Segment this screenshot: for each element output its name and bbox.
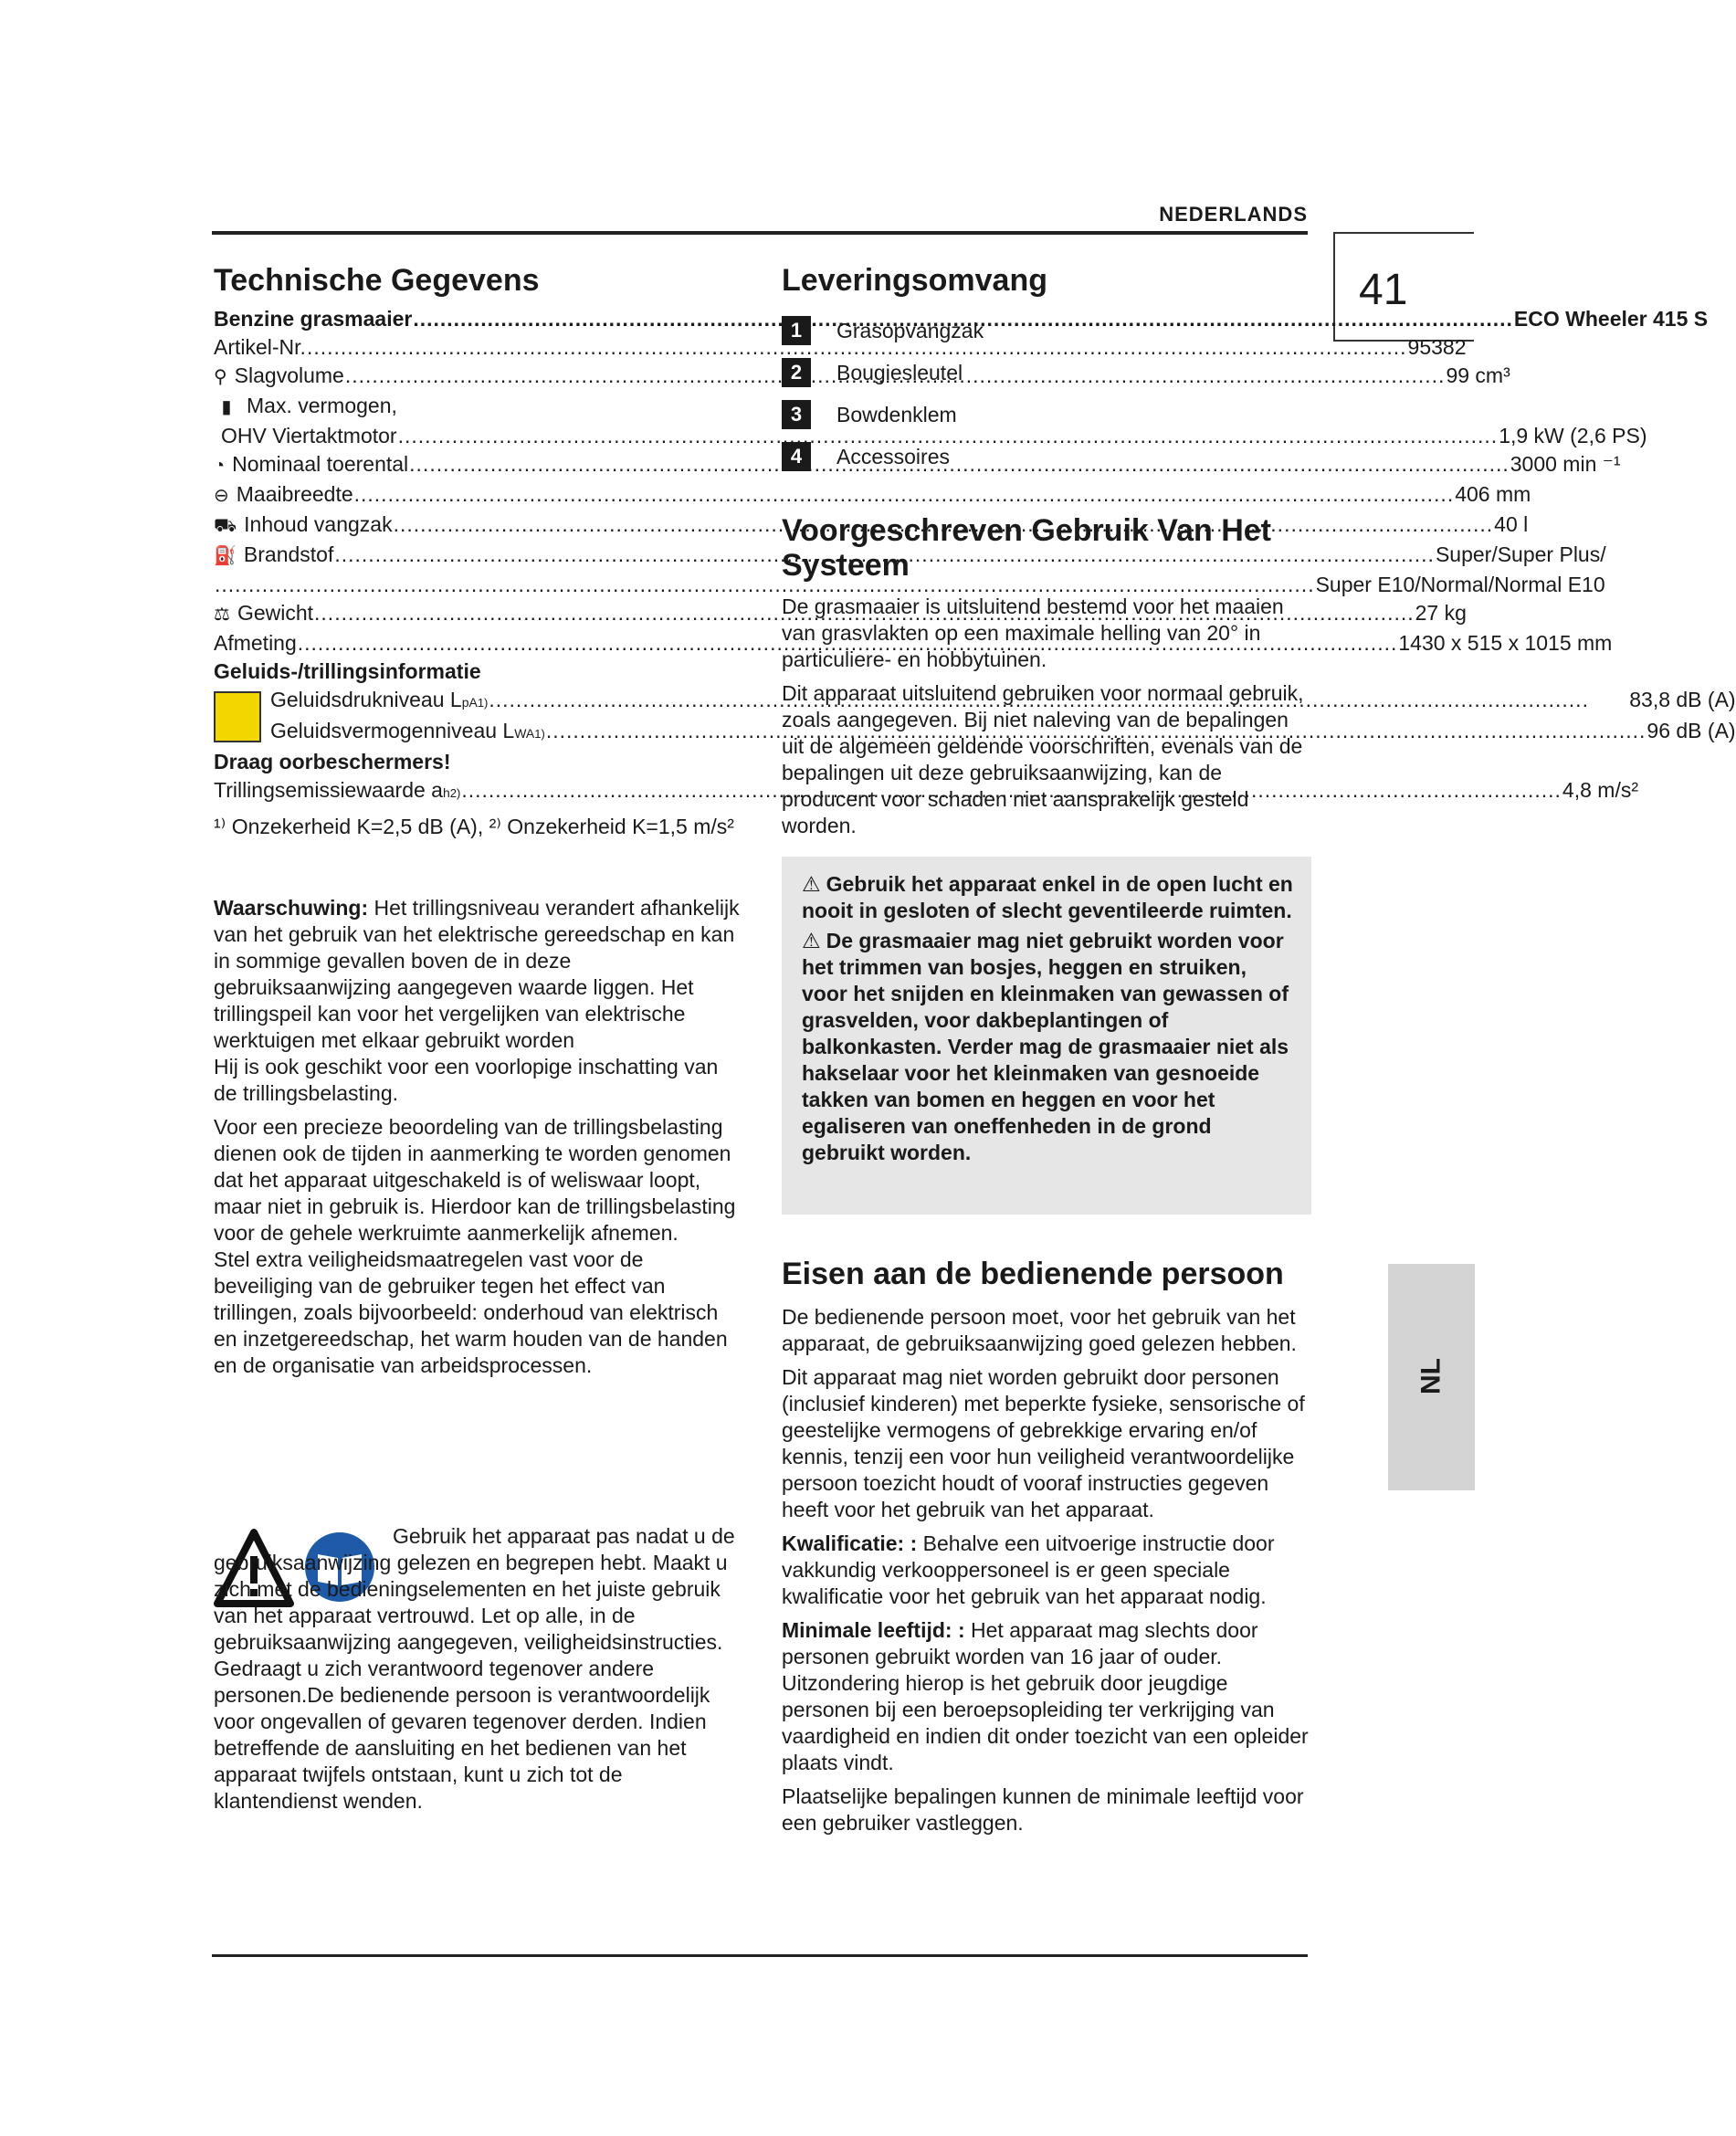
spec-speed: ◔ Nominaal toerental ..... 3000 min ⁻¹ — [214, 450, 743, 480]
intended-use-title: Voorgeschreven Gebruik Van Het Systeem — [782, 513, 1271, 584]
warning-p2: Hij is ook geschikt voor een voorlopige inschatting van de trillingsbelasting. — [214, 1055, 719, 1105]
warning-label: Waarschuwing: — [214, 896, 369, 920]
spec-lwa: Geluidsvermogenniveau L WA 1) ..... 96 dB (A) — [270, 717, 1736, 748]
list-item: 2 Bougiesleutel — [782, 358, 1311, 387]
delivery-list — [782, 316, 1311, 471]
spec-dimensions: Afmeting ..... 1430 x 515 x 1015 mm — [214, 629, 743, 658]
operator-p3: Plaatselijke bepalingen kunnen de minimale leeftijd voor een gebruiker vastleggen. — [782, 1784, 1304, 1836]
fuel-pump-icon: ⛽ — [214, 546, 237, 567]
grass-bag-icon: ⛟ — [214, 516, 237, 537]
operator-p2: Dit apparaat mag niet worden gebruikt door personen (inclusief kinderen) met beperkte fysieke, sensorische of geestelijke vermogens of gebrekkige ervaring en/of kennis, tenzij een voor hun veiligheid verantwoordelijke persoon toezicht houdt of vooraf instructies gegeven heeft voor het gebruik van het apparaat. — [782, 1365, 1305, 1522]
list-item: 4 Accessoires — [782, 442, 1311, 471]
weight-icon: ⚖ — [214, 605, 230, 626]
cutting-width-icon: ⊖ — [214, 486, 229, 507]
warning-p3: Voor een precieze beoordeling van de trillingsbelasting dienen ook de tijden in aanmerking te worden genomen dat het apparaat uitgeschakeld is of weliswaar loopt, maar niet in gebruik is. Hierdoor kan de trillingsbelasting voor de gehele werkruimte aanmerkelijk afnemen. — [214, 1115, 736, 1245]
piston-icon: ⚲ — [214, 367, 227, 388]
delivery-title: Leveringsomvang — [782, 263, 1047, 298]
operator-p1: De bedienende persoon moet, voor het gebruik van het apparaat, de gebruiksaanwijzing goed gelezen hebben. — [782, 1305, 1297, 1356]
tech-title: Technische Gegevens — [214, 263, 540, 298]
spec-power-1: ▮ Max. vermogen, — [214, 392, 743, 422]
spec-fuel-1: ⛽ Brandstof ..... Super/Super Plus/ — [214, 541, 743, 571]
spec-article: Artikel-Nr. ..... 95382 — [214, 333, 743, 362]
uncertainty-note: ¹⁾ Onzekerheid K=2,5 dB (A), ²⁾ Onzekerheid K=1,5 m/s² — [214, 815, 734, 839]
spec-power-2: OHV Viertaktmotor ..... 1,9 kW (2,6 PS) — [214, 422, 743, 450]
spec-weight: ⚖ Gewicht ..... 27 kg — [214, 599, 743, 629]
spec-lpa: Geluidsdrukniveau L pA 1) ..... 83,8 dB (A) — [270, 686, 1736, 717]
noise-label-icon — [214, 691, 261, 742]
operator-section — [782, 1257, 1311, 1844]
noise-title: Geluids-/trillingsinformatie — [214, 659, 481, 684]
warning-triangle-icon: ⚠ — [802, 872, 821, 896]
read-manual-text: Gebruik het apparaat pas nadat u de gebruiksaanwijzing gelezen en begrepen hebt. Maakt u zich met de bedieningselementen en het juiste gebruik van het apparaat vertrouwd. Let op alle, in de gebruiksaanwijzing aangegeven, veiligheidsinstructies. Gedraagt u zich verantwoord tegenover andere personen.De bedienende persoon is verantwoordelijk voor ongevallen of gevaren tegenover derden. Indien betreffende de aansluiting en het bedienen van het apparaat twijfels ontstaan, kunt u zich tot de klantendienst wenden. — [214, 1524, 735, 1813]
spec-vibration: Trillingsemissiewaarde a h 2) ..... 4,8 m/s² — [214, 776, 743, 807]
qualification: Kwalificatie: : Behalve een uitvoerige instructie door vakkundig verkooppersoneel is er geen speciale kwalificatie voor het gebruik van het apparaat nodig. — [782, 1531, 1275, 1609]
minimum-age: Minimale leeftijd: : Het apparaat mag slechts door personen gebruikt worden van 16 jaar of ouder. Uitzondering hierop is het gebruik door jeugdige personen bij een beroepsopleiding ter verkrijging van vaardigheid en indien dit onder toezicht van een opleider plaats vindt. — [782, 1618, 1309, 1775]
list-item: 3 Bowdenklem — [782, 400, 1311, 429]
vibration-warning — [214, 895, 743, 1386]
intended-use-section — [782, 513, 1311, 847]
spec-fuel-2: ..... Super E10/Normal/Normal E10 — [214, 571, 743, 599]
intended-use-p2: Dit apparaat uitsluitend gebruiken voor normaal gebruik, zoals aangegeven. Bij niet naleving van de bepalingen uit de algemeen geldende voorschriften, evenals van de bepalingen uit deze gebruiksaanwijzing, kan de producent voor schaden niet aansprakelijk gesteld worden. — [782, 681, 1304, 838]
spec-displacement: ⚲ Slagvolume ..... 99 cm³ — [214, 362, 743, 392]
ear-protection-note: Draag oorbeschermers! — [214, 750, 451, 774]
rpm-icon: ◔ — [214, 456, 226, 477]
operator-title: Eisen aan de bedienende persoon — [782, 1257, 1284, 1291]
spec-width: ⊖ Maaibreedte ..... 406 mm — [214, 480, 743, 510]
list-item: 1 Grasopvangzak — [782, 316, 1311, 345]
usage-warning-box: ⚠ Gebruik het apparaat enkel in de open lucht en nooit in gesloten of slecht geventileerde ruimten. ⚠ De grasmaaier mag niet gebruikt worden voor het trimmen van bosjes, heggen en struiken, voor het snijden en kleinmaken van gewassen of grasvelden, voor dakbeplantingen of balkonkasten. Verder mag de grasmaaier niet als hakselaar voor het kleinmaken van gesnoeide takken van bomen en heggen en voor het egaliseren van oneffenheden in de grond gebruikt worden. — [782, 857, 1311, 1215]
warning-p4: Stel extra veiligheidsmaatregelen vast voor de beveiliging van de gebruiker tegen het effect van trillingen, zoals bijvoorbeeld: onderhoud van elektrisch en inzetgereedschap, het warm houden van de handen en de organisatie van arbeidsprocessen. — [214, 1247, 728, 1377]
page-number: 41 — [1359, 266, 1408, 314]
intended-use-p1: De grasmaaier is uitsluitend bestemd voor het maaien van grasvlakten op een maximale helling van 20° in particuliere- en hobbytuinen. — [782, 595, 1284, 672]
engine-icon: ▮ — [221, 397, 232, 418]
language-header: NEDERLANDS — [1159, 203, 1308, 226]
spec-bag: ⛟ Inhoud vangzak ..... 40 l — [214, 510, 743, 541]
spec-product: Benzine grasmaaier ..... ECO Wheeler 415 S — [214, 305, 743, 333]
top-rule — [212, 231, 1308, 235]
delivery-section — [782, 263, 1311, 484]
language-side-tab-label: NL — [1415, 1358, 1447, 1394]
warning-triangle-icon: ⚠ — [802, 929, 821, 952]
warning-p1: Het trillingsniveau verandert afhankelijk van het gebruik van het elektrische gereedschap en kan in sommige gevallen boven de in deze gebruiksaanwijzing aangegeven waarde liggen. Het trillingspeil kan voor het vergelijken van elektrische werktuigen met elkaar gebruikt worden — [214, 896, 740, 1052]
bottom-rule — [212, 1954, 1308, 1957]
